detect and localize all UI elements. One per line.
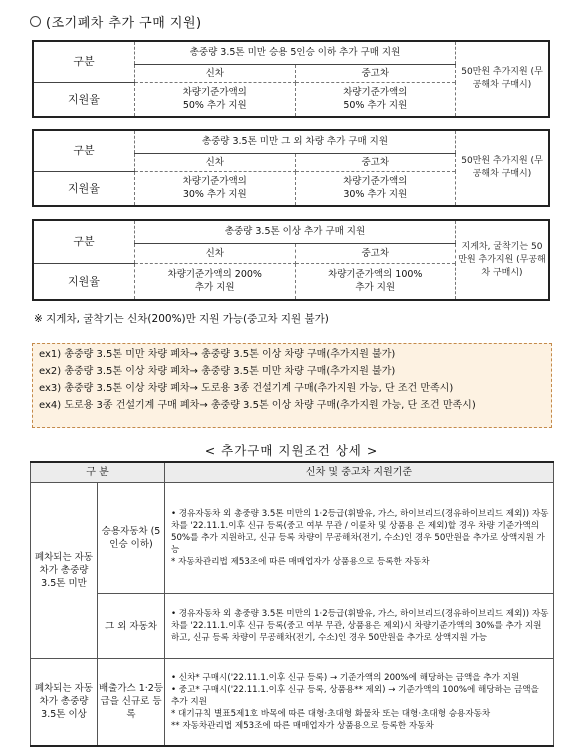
support-table-1 — [32, 40, 550, 118]
criteria-footnote: * 대기규칙 별표5제1호 바목에 따른 대형·초대형 화물차 또는 대형·초대형 승용자동차 — [171, 708, 491, 719]
criteria-line: • 경유자동차 외 총중량 3.5톤 미만의 1·2등급(휘발유, 가스, 하이브리드(경유하이브리드 제외)) 자동차를 '22.11.1.이후 신규 등록(중고 여부 무관 / 이륜차 및 상품용 은 제외)할 경우 차량 기준가액의 50%를 추가 지원하고, 신규 등록 차량이 무공해차(전기, 수소)인 경우 50만원을 추가로 상액지원 가능 — [171, 509, 549, 555]
side-note: 50만원 추가지원 (무공해차 구매시) — [456, 41, 550, 117]
group-label: 폐차되는 자동차가 총중량 3.5톤 미만 — [31, 483, 98, 659]
new-car-label: 신차 — [135, 243, 296, 263]
support-table-2 — [32, 129, 550, 207]
used-car-rate: 차량기준가액의 100% 추가 지원 — [295, 263, 456, 300]
detail-table — [30, 461, 554, 747]
new-car-label: 신차 — [135, 153, 296, 171]
new-car-rate: 차량기준가액의 50% 추가 지원 — [135, 82, 296, 117]
used-car-label: 중고차 — [295, 153, 456, 171]
subcategory: 승용자동차 (5인승 이하) — [98, 483, 165, 594]
used-car-label: 중고차 — [295, 64, 456, 82]
side-note: 50만원 추가지원 (무공해차 구매시) — [456, 130, 550, 206]
category-label: 구분 — [33, 220, 135, 263]
examples-box — [32, 343, 552, 428]
new-car-rate: 차량기준가액의 30% 추가 지원 — [135, 171, 296, 206]
note-text: ※ 지게차, 굴착기는 신차(200%)만 지원 가능(중고차 지원 불가) — [34, 313, 329, 325]
detail-title: < 추가구매 지원조건 상세 > — [204, 443, 379, 458]
criteria-line: • 중고* 구매시('22.11.1.이후 신규 등록, 상품용** 제외) → 기준가액의 100%에 해당하는 금액을 추가 지원 — [171, 684, 539, 707]
support-rate-label: 지원율 — [33, 171, 135, 206]
criteria-line: • 경유자동차 외 총중량 3.5톤 미만의 1·2등급(휘발유, 가스, 하이브리드(경유하이브리드 제외)) 자동차를 '22.11.1.이후 신규 등록(중고 여부 무관, 상품용은 제외)시 차량기준가액의 30%를 추가 지원하고, 신규 등록 차량이 무공해차(전기, 수소)인 경우 50만원을 추가로 상액지원 가능 — [171, 609, 549, 643]
used-car-label: 중고차 — [295, 243, 456, 263]
support-rate-label: 지원율 — [33, 82, 135, 117]
header-category: 구 분 — [31, 462, 165, 483]
table-title: 총중량 3.5톤 이상 추가 구매 지원 — [135, 220, 456, 243]
used-car-rate: 차량기준가액의 30% 추가 지원 — [295, 171, 456, 206]
criteria-cell — [165, 594, 554, 659]
used-car-rate: 차량기준가액의 50% 추가 지원 — [295, 82, 456, 117]
side-note: 지게차, 굴착기는 50만원 추가지원 (무공해차 구매시) — [456, 220, 550, 300]
example-item: ex2) 총중량 3.5톤 이상 차량 폐차→ 총중량 3.5톤 미만 차량 구매(추가지원 불가) — [39, 366, 396, 377]
new-car-rate: 차량기준가액의 200% 추가 지원 — [135, 263, 296, 300]
example-item: ex4) 도로용 3종 건설기계 구매 폐차→ 총중량 3.5톤 이상 차량 구매(추가지원 가능, 단 조건 만족시) — [39, 400, 476, 411]
subcategory: 배출가스 1·2등급을 신규로 등록 — [98, 659, 165, 746]
subcategory: 그 외 자동차 — [98, 594, 165, 659]
group-label: 폐차되는 자동차가 총중량 3.5톤 이상 — [31, 659, 98, 746]
table-title: 총중량 3.5톤 미만 그 외 차량 추가 구매 지원 — [135, 130, 456, 153]
circle-bullet-icon — [30, 16, 41, 27]
criteria-line: • 신차* 구매시('22.11.1.이후 신규 등록) → 기준가액의 200%에 해당하는 금액을 추가 지원 — [171, 672, 520, 683]
category-label: 구분 — [33, 130, 135, 171]
section-heading — [30, 12, 202, 31]
criteria-footnote: * 자동차관리법 제53조에 따른 매매업자가 상품용으로 등록한 자동차 — [171, 557, 430, 567]
criteria-cell — [165, 483, 554, 594]
example-item: ex1) 총중량 3.5톤 미만 차량 폐차→ 총중량 3.5톤 이상 차량 구매(추가지원 불가) — [39, 349, 396, 360]
section-heading-text: (조기폐차 추가 구매 지원) — [46, 16, 202, 31]
criteria-footnote: ** 자동차관리법 제53조에 따른 매매업자가 상품용으로 등록한 자동차 — [171, 720, 434, 731]
criteria-cell — [165, 659, 554, 746]
table-title: 총중량 3.5톤 미만 승용 5인승 이하 추가 구매 지원 — [135, 41, 456, 64]
category-label: 구분 — [33, 41, 135, 82]
header-criteria: 신차 및 중고차 지원기준 — [165, 462, 554, 483]
example-item: ex3) 총중량 3.5톤 이상 차량 폐차→ 도로용 3종 건설기계 구매(추가지원 가능, 단 조건 만족시) — [39, 383, 454, 394]
support-table-3 — [32, 219, 550, 301]
new-car-label: 신차 — [135, 64, 296, 82]
support-rate-label: 지원율 — [33, 263, 135, 300]
